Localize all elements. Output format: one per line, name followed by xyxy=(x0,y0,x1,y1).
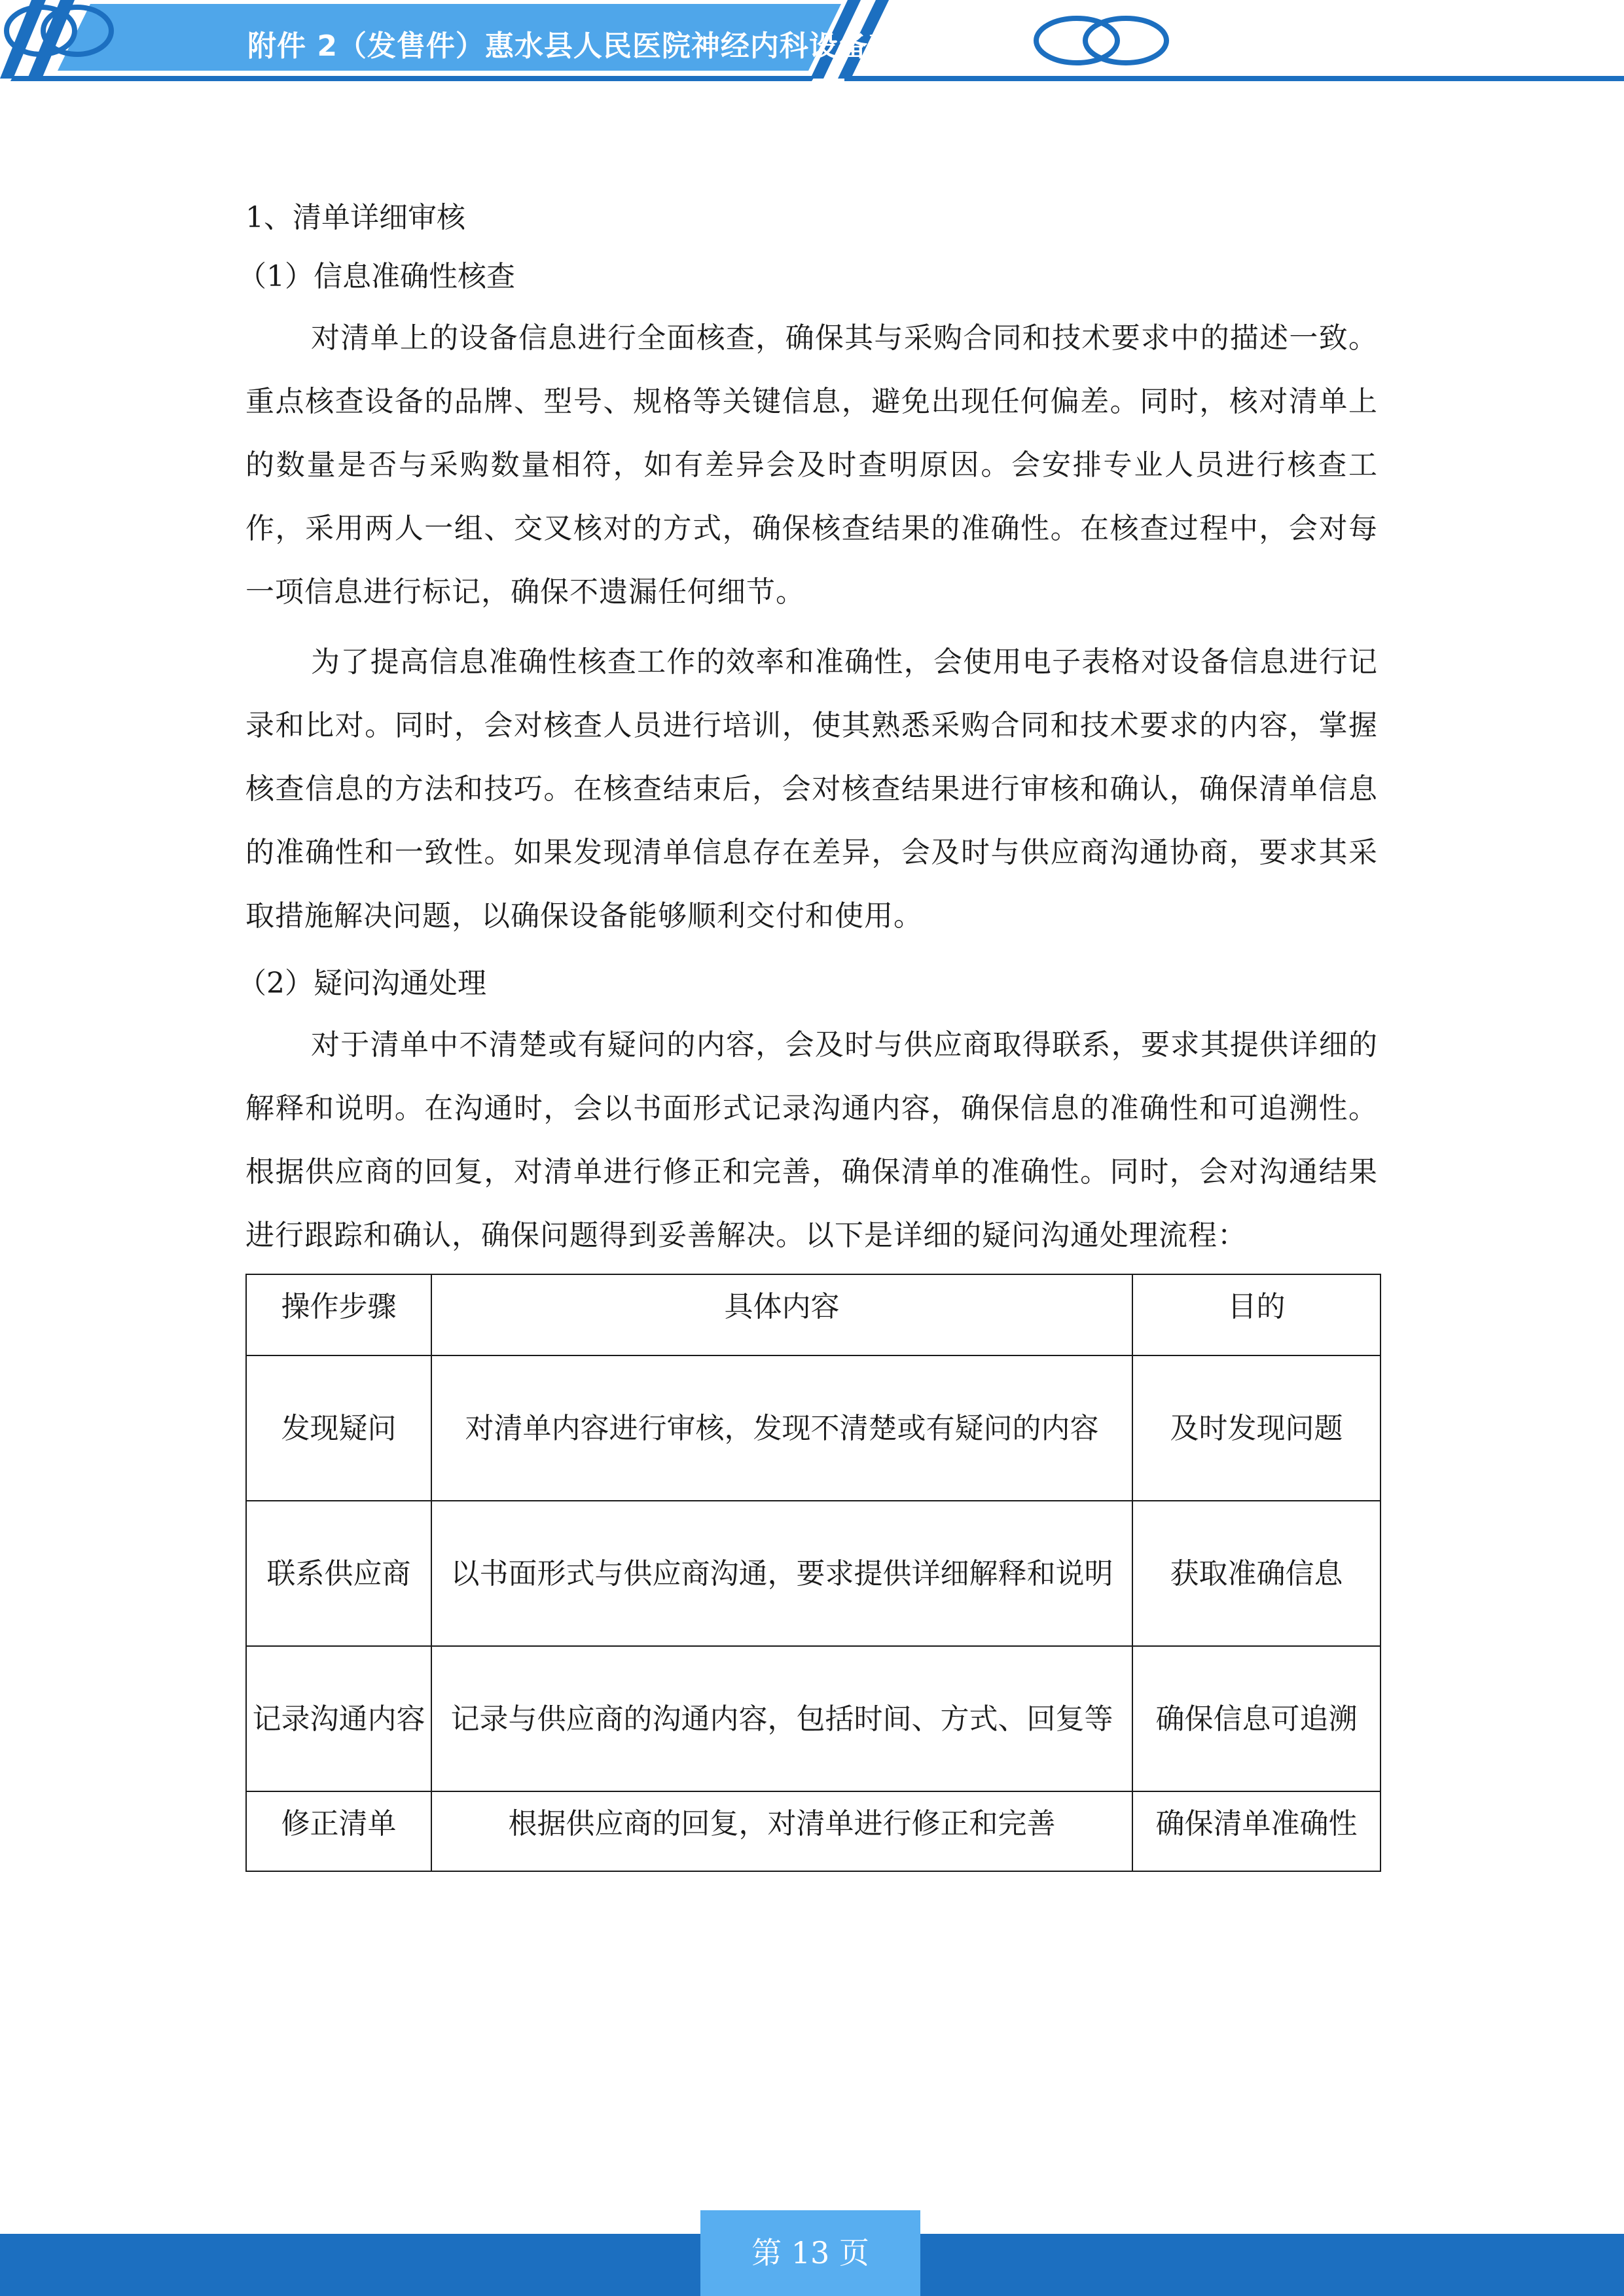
table-header-cell: 操作步骤 xyxy=(246,1274,431,1355)
process-table xyxy=(245,1274,1381,1872)
header-band-underline xyxy=(10,76,815,81)
table-header-cell: 具体内容 xyxy=(431,1274,1132,1355)
table-row xyxy=(246,1355,1380,1501)
table-cell-step: 联系供应商 xyxy=(246,1501,431,1646)
table-row xyxy=(246,1646,1380,1791)
page-number: 第 13 页 xyxy=(700,2210,920,2296)
logo-rings-icon xyxy=(0,0,118,62)
page-header xyxy=(0,0,1624,85)
table-cell-content: 根据供应商的回复，对清单进行修正和完善 xyxy=(431,1791,1132,1871)
table-cell-content: 记录与供应商的沟通内容，包括时间、方式、回复等 xyxy=(431,1646,1132,1791)
subsection-heading-2: （2）疑问沟通处理 xyxy=(238,967,486,1000)
paragraph-2: 为了提高信息准确性核查工作的效率和准确性，会使用电子表格对设备信息进行记录和比对。同时，会对核查人员进行培训，使其熟悉采购合同和技术要求的内容，掌握核查信息的方法和技巧。在核查结束后，会对核查结果进行审核和确认，确保清单信息的准确性和一致性。如果发现清单信息存在差异，会及时与供应商沟通协商，要求其采取措施解决问题，以确保设备能够顺利交付和使用。 xyxy=(245,645,1378,933)
table-cell-step: 记录沟通内容 xyxy=(246,1646,431,1791)
table-header-cell: 目的 xyxy=(1132,1274,1380,1355)
header-right-line xyxy=(844,76,1624,81)
table-cell-purpose: 及时发现问题 xyxy=(1132,1355,1380,1501)
table-cell-content: 以书面形式与供应商沟通，要求提供详细解释和说明 xyxy=(431,1501,1132,1646)
table-cell-step: 发现疑问 xyxy=(246,1355,431,1501)
subsection-heading-1: （1）信息准确性核查 xyxy=(238,260,515,293)
table-row xyxy=(246,1791,1380,1871)
table-row xyxy=(246,1501,1380,1646)
section-heading: 1、清单详细审核 xyxy=(245,201,465,234)
table-cell-content: 对清单内容进行审核，发现不清楚或有疑问的内容 xyxy=(431,1355,1132,1501)
table-cell-purpose: 获取准确信息 xyxy=(1132,1501,1380,1646)
paragraph-1: 对清单上的设备信息进行全面核查，确保其与采购合同和技术要求中的描述一致。重点核查设备的品牌、型号、规格等关键信息，避免出现任何偏差。同时，核对清单上的数量是否与采购数量相符，如有差异会及时查明原因。会安排专业人员进行核查工作，采用两人一组、交叉核对的方式，确保核查结果的准确性。在核查过程中，会对每一项信息进行标记，确保不遗漏任何细节。 xyxy=(245,321,1378,609)
table-cell-purpose: 确保信息可追溯 xyxy=(1132,1646,1380,1791)
table-cell-step: 修正清单 xyxy=(246,1791,431,1871)
document-body xyxy=(238,188,1378,1872)
table-cell-purpose: 确保清单准确性 xyxy=(1132,1791,1380,1871)
table-header-row xyxy=(246,1274,1380,1355)
header-title: 附件 2（发售件）惠水县人民医院神经内科设备采购项目 xyxy=(247,29,986,63)
paragraph-3: 对于清单中不清楚或有疑问的内容，会及时与供应商取得联系，要求其提供详细的解释和说明。在沟通时，会以书面形式记录沟通内容，确保信息的准确性和可追溯性。根据供应商的回复，对清单进行修正和完善，确保清单的准确性。同时，会对沟通结果进行跟踪和确认，确保问题得到妥善解决。以下是详细的疑问沟通处理流程： xyxy=(245,1028,1378,1252)
